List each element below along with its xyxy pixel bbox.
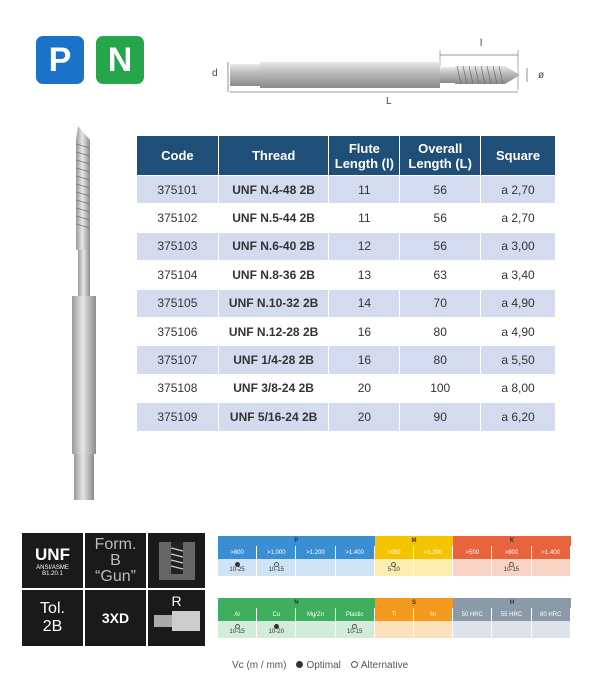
legend-vc: Vc (m / mm): [232, 660, 287, 671]
legend-optimal: Optimal: [296, 660, 340, 671]
material-sub-header: Mg/Zn: [296, 608, 334, 621]
cell-code: 375101: [137, 176, 219, 204]
cell-flute: 13: [329, 261, 400, 289]
shank-r-icon: R: [148, 590, 205, 646]
material-group-n: N: [218, 598, 375, 608]
table-row: [137, 346, 556, 374]
material-sub-header: 60 HRC: [532, 608, 570, 621]
cell-square: a 5,50: [481, 346, 556, 374]
material-sub-header: Plastic: [336, 608, 374, 621]
material-sub-header: 50 HRC: [453, 608, 491, 621]
cell-overall: 56: [400, 204, 481, 232]
cell-square: a 8,00: [481, 374, 556, 402]
n-badge: N: [96, 36, 144, 84]
material-group-m: M: [375, 536, 453, 546]
cell-square: a 3,00: [481, 232, 556, 260]
cell-thread: UNF N.10-32 2B: [218, 289, 329, 317]
cell-flute: 16: [329, 317, 400, 345]
material-sub-header: 55 HRC: [492, 608, 530, 621]
cell-thread: UNF 5/16-24 2B: [218, 403, 329, 431]
cell-code: 375104: [137, 261, 219, 289]
material-sub-header: >800: [492, 546, 530, 559]
dim-big-l-label: L: [386, 96, 392, 107]
dim-l-label: l: [480, 38, 483, 49]
material-value-cell: [218, 621, 256, 638]
material-sub-header: Ni: [414, 608, 452, 621]
cell-code: 375107: [137, 346, 219, 374]
material-group-p: P: [218, 536, 375, 546]
cell-flute: 11: [329, 204, 400, 232]
cell-code: 375103: [137, 232, 219, 260]
tolerance-icon: Tol. 2B: [22, 590, 83, 646]
cell-thread: UNF N.12-28 2B: [218, 317, 329, 345]
header-flute: Flute Length (l): [329, 136, 400, 176]
cell-square: a 3,40: [481, 261, 556, 289]
material-sub-header: >800: [218, 546, 256, 559]
material-sub-header: >1.400: [336, 546, 374, 559]
header-square: Square: [481, 136, 556, 176]
material-group-h: H: [453, 598, 571, 608]
cell-square: a 2,70: [481, 176, 556, 204]
cutting-speed-value: 5-10: [387, 567, 400, 573]
cell-overall: 100: [400, 374, 481, 402]
material-value-cell: [257, 559, 295, 576]
material-sub-header: >1.400: [532, 546, 570, 559]
depth-3xd-icon: 3XD: [85, 590, 146, 646]
material-value-cell: [532, 559, 570, 576]
tap-dimension-diagram: [205, 30, 555, 120]
material-sub-header: >950: [375, 546, 413, 559]
cutting-speed-value: 10-20: [268, 629, 284, 635]
cell-square: a 2,70: [481, 204, 556, 232]
material-sub-header: >1.200: [296, 546, 334, 559]
header-code: Code: [137, 136, 219, 176]
cell-square: a 4,90: [481, 289, 556, 317]
material-value-cell: [375, 559, 413, 576]
cell-flute: 16: [329, 346, 400, 374]
cell-thread: UNF N.4-48 2B: [218, 176, 329, 204]
table-row: [137, 289, 556, 317]
cell-flute: 14: [329, 289, 400, 317]
cell-square: a 6,20: [481, 403, 556, 431]
unf-icon: UNF ANSI/ASME B1.20.1: [22, 533, 83, 588]
table-row: [137, 374, 556, 402]
material-sub-header: >500: [453, 546, 491, 559]
p-badge: P: [36, 36, 84, 84]
cell-code: 375108: [137, 374, 219, 402]
cell-overall: 80: [400, 317, 481, 345]
cell-square: a 4,90: [481, 317, 556, 345]
cutting-speed-value: 10-15: [268, 567, 284, 573]
cell-code: 375105: [137, 289, 219, 317]
cell-thread: UNF N.8-36 2B: [218, 261, 329, 289]
material-value-cell: [336, 621, 374, 638]
material-sub-header: >1.200: [414, 546, 452, 559]
material-value-cell: [532, 621, 570, 638]
material-value-cell: [218, 559, 256, 576]
cell-code: 375102: [137, 204, 219, 232]
dim-d-label: d: [212, 68, 218, 79]
cell-thread: UNF 3/8-24 2B: [218, 374, 329, 402]
table-row: [137, 261, 556, 289]
material-sub-header: Cu: [257, 608, 295, 621]
material-value-cell: [453, 559, 491, 576]
cutting-speed-value: 10-15: [347, 629, 363, 635]
material-value-cell: [492, 621, 530, 638]
dim-phi-label: ø: [538, 70, 545, 81]
material-value-cell: [375, 621, 413, 638]
header-overall: Overall Length (L): [400, 136, 481, 176]
legend: [232, 660, 408, 671]
legend-alternative: Alternative: [351, 660, 408, 671]
optimal-dot-icon: [296, 661, 303, 668]
cutting-speed-value: 10-25: [229, 567, 245, 573]
cell-code: 375106: [137, 317, 219, 345]
material-sub-header: >1.000: [257, 546, 295, 559]
cell-flute: 20: [329, 403, 400, 431]
table-row: [137, 232, 556, 260]
material-value-cell: [257, 621, 295, 638]
cell-code: 375109: [137, 403, 219, 431]
cell-flute: 20: [329, 374, 400, 402]
material-value-cell: [296, 621, 334, 638]
cutting-speed-value: 10-15: [229, 629, 245, 635]
cutting-speed-value: 10-15: [503, 567, 520, 573]
gun-tap-icon: [148, 533, 205, 588]
cell-overall: 70: [400, 289, 481, 317]
material-value-cell: [414, 559, 452, 576]
material-sub-header: Al: [218, 608, 256, 621]
material-value-cell: [414, 621, 452, 638]
tap-vertical-image: [60, 122, 110, 507]
cell-thread: UNF N.5-44 2B: [218, 204, 329, 232]
header-thread: Thread: [218, 136, 329, 176]
table-row: [137, 176, 556, 204]
cell-flute: 12: [329, 232, 400, 260]
material-value-cell: [492, 559, 530, 576]
cell-overall: 80: [400, 346, 481, 374]
spec-table: [136, 135, 556, 432]
table-row: [137, 403, 556, 431]
material-value-cell: [296, 559, 334, 576]
material-value-cell: [336, 559, 374, 576]
alternative-dot-icon: [351, 661, 358, 668]
material-value-cell: [453, 621, 491, 638]
material-group-k: K: [453, 536, 571, 546]
table-row: [137, 317, 556, 345]
cell-overall: 63: [400, 261, 481, 289]
table-row: [137, 204, 556, 232]
cell-flute: 11: [329, 176, 400, 204]
form-icon: Form. B “Gun”: [85, 533, 146, 588]
material-sub-header: Ti: [375, 608, 413, 621]
material-group-s: S: [375, 598, 453, 608]
cell-overall: 56: [400, 232, 481, 260]
cell-thread: UNF 1/4-28 2B: [218, 346, 329, 374]
cell-overall: 56: [400, 176, 481, 204]
cell-thread: UNF N.6-40 2B: [218, 232, 329, 260]
cell-overall: 90: [400, 403, 481, 431]
